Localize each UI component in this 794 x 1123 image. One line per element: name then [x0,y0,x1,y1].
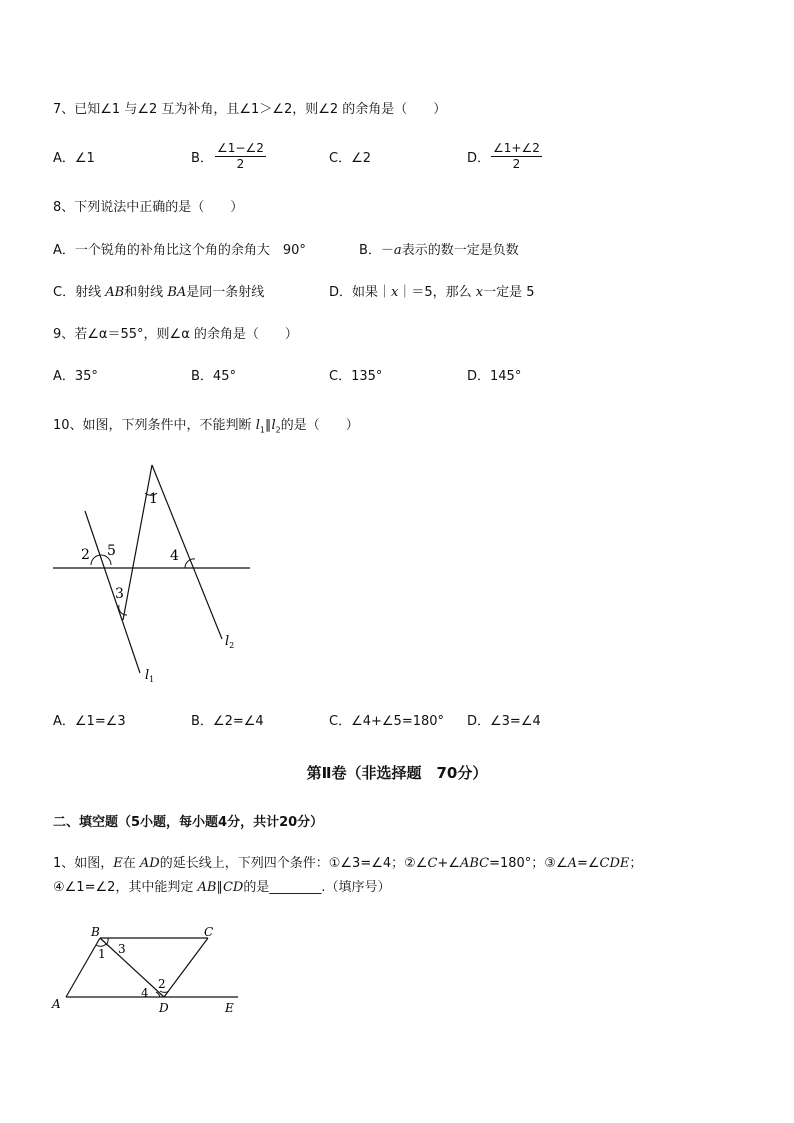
angle-label-2: 2 [158,977,166,991]
fill1-figure [48,920,248,1020]
q8-option-b: B．－a表示的数一定是负数 [359,243,519,258]
q9-option-b: B．45° [191,369,236,384]
fill1-line1: 1、如图，E在 AD的延长线上，下列四个条件：①∠3=∠4；②∠C+∠ABC=180°；③∠A=∠CDE； [53,856,643,871]
q7-option-b-denominator: 2 [236,157,245,171]
angle-label-4: 4 [170,548,179,564]
angle-label-5: 5 [107,543,116,559]
q8-option-d: D．如果｜x｜＝5，那么 x一定是 5 [329,285,535,300]
angle-label-3: 3 [118,942,126,956]
point-label-C: C [204,925,214,939]
q7-option-d-numerator: ∠1+∠2 [493,141,540,155]
line-label-l1: $l_1$ [145,668,155,684]
q7-option-d-denominator: 2 [512,157,521,171]
angle-label-4: 4 [141,986,149,1000]
q8-option-a: A．一个锐角的补角比这个角的余角大 90° [53,243,306,258]
transversal-segment [123,465,152,620]
line-l2 [152,465,222,639]
point-label-B: B [91,925,100,939]
point-label-A: A [52,997,61,1011]
q10-option-d: D．∠3=∠4 [467,714,541,729]
q7-option-d-fraction [491,141,542,172]
q10-option-c: C．∠4+∠5=180° [329,714,445,729]
angle-label-1: 1 [149,491,158,507]
line-l1 [85,511,140,673]
q9-stem: 9、若∠α＝55°，则∠α 的余角是（ ） [53,327,298,342]
angle-label-1: 1 [98,947,106,961]
q7-option-d-prefix: D． [467,151,491,166]
q10-option-a: A．∠1=∠3 [53,714,126,729]
q9-option-a: A．35° [53,369,98,384]
q7-stem: 7、已知∠1 与∠2 互为补角，且∠1＞∠2，则∠2 的余角是（ ） [53,102,447,117]
fill-section-heading: 二、填空题（5小题，每小题4分，共计20分） [53,815,324,830]
point-label-D: D [159,1001,169,1015]
part2-title: 第Ⅱ卷（非选择题 70分） [306,764,488,782]
angle-label-3: 3 [115,586,124,602]
fill1-line2: ④∠1=∠2，其中能判定 AB∥CD的是________.（填序号） [53,880,391,895]
q9-option-d: D．145° [467,369,522,384]
q7-option-c: C．∠2 [329,151,372,166]
q8-stem: 8、下列说法中正确的是（ ） [53,200,244,215]
q7-option-b-fraction [215,141,266,172]
segment-AB [66,938,100,997]
segment-BD [100,938,164,997]
point-label-E: E [225,1001,234,1015]
q7-option-b-prefix: B． [191,151,213,166]
q7-option-b-numerator: ∠1−∠2 [217,141,264,155]
q8-option-c: C．射线 AB和射线 BA是同一条射线 [53,285,265,300]
segment-CD [164,938,208,997]
q10-stem: 10、如图，下列条件中，不能判断 $l_1\parallel l_2$的是（ ） [53,418,359,435]
q9-option-c: C．135° [329,369,383,384]
q10-figure [45,455,265,695]
line-label-l2: $l_2$ [225,634,235,650]
q7-option-a: A．∠1 [53,151,95,166]
q10-option-b: B．∠2=∠4 [191,714,264,729]
angle-label-2: 2 [81,547,90,563]
